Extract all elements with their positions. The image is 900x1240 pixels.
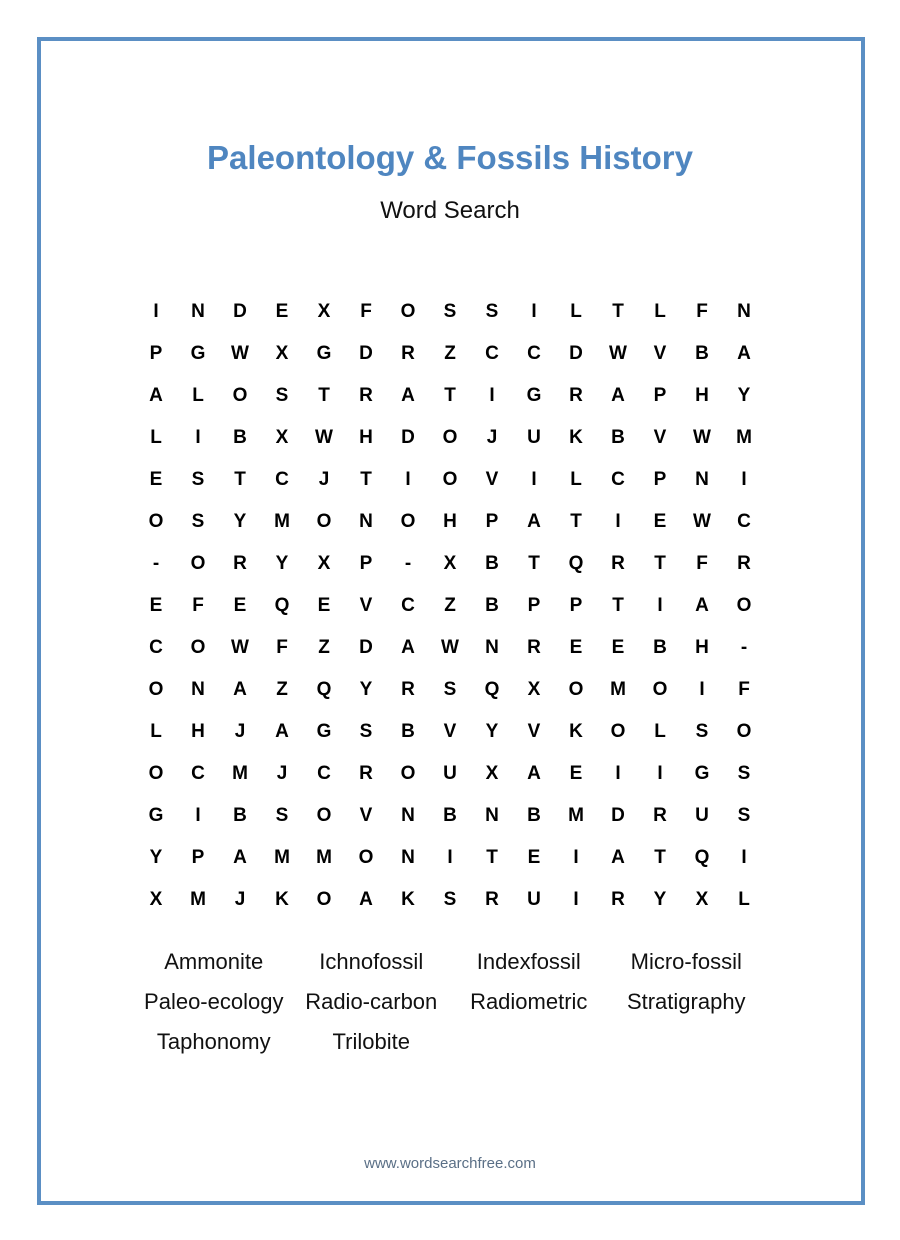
grid-letter: B — [485, 595, 499, 616]
grid-letter: J — [234, 889, 246, 910]
grid-letter: N — [401, 847, 415, 868]
grid-letter: I — [573, 889, 579, 910]
grid-letter: V — [527, 721, 541, 742]
word-list-item: Radiometric — [470, 989, 588, 1014]
grid-letter: O — [148, 679, 164, 700]
grid-letter: L — [654, 721, 666, 742]
grid-letter: Q — [694, 847, 710, 868]
grid-letter: A — [527, 511, 541, 532]
grid-letter: S — [443, 301, 457, 322]
grid-letter: A — [233, 847, 247, 868]
grid-letter: O — [400, 511, 416, 532]
grid-letter: Y — [737, 385, 751, 406]
grid-letter: T — [612, 301, 624, 322]
grid-letter: K — [401, 889, 415, 910]
grid-letter: Q — [568, 553, 584, 574]
grid-letter: O — [442, 469, 458, 490]
grid-letter: X — [275, 427, 289, 448]
grid-letter: T — [654, 553, 666, 574]
grid-letter: W — [315, 427, 333, 448]
grid-letter: F — [738, 679, 750, 700]
grid-letter: I — [531, 301, 537, 322]
grid-letter: P — [485, 511, 499, 532]
grid-letter: I — [447, 847, 453, 868]
grid-letter: D — [233, 301, 247, 322]
grid-letter: Y — [233, 511, 247, 532]
letter-grid — [135, 291, 765, 921]
grid-letter: B — [485, 553, 499, 574]
grid-letter: S — [485, 301, 499, 322]
grid-letter: M — [190, 889, 206, 910]
grid-letter: C — [275, 469, 289, 490]
grid-letter: O — [400, 301, 416, 322]
grid-letter: R — [359, 385, 373, 406]
grid-letter: O — [568, 679, 584, 700]
grid-letter: W — [609, 343, 627, 364]
grid-letter: T — [234, 469, 246, 490]
grid-letter: P — [191, 847, 205, 868]
word-list-item: Ichnofossil — [319, 949, 424, 974]
grid-letter: X — [149, 889, 163, 910]
word-list-item: Stratigraphy — [626, 989, 746, 1014]
grid-letter: E — [611, 637, 625, 658]
grid-letter: T — [528, 553, 540, 574]
grid-letter: O — [442, 427, 458, 448]
grid-letter: S — [191, 469, 205, 490]
grid-letter: G — [190, 343, 206, 364]
grid-letter: C — [527, 343, 541, 364]
grid-letter: C — [191, 763, 205, 784]
grid-letter: O — [190, 637, 206, 658]
grid-letter: I — [615, 511, 621, 532]
grid-letter: U — [443, 763, 457, 784]
grid-letter: X — [317, 301, 331, 322]
word-list-item: Micro-fossil — [630, 949, 742, 974]
grid-letter: R — [611, 553, 625, 574]
grid-letter: R — [737, 553, 751, 574]
grid-letter: A — [695, 595, 709, 616]
grid-letter: Q — [274, 595, 290, 616]
grid-letter: S — [275, 385, 289, 406]
grid-letter: Q — [316, 679, 332, 700]
grid-letter: S — [275, 805, 289, 826]
grid-letter: Y — [359, 679, 373, 700]
grid-letter: A — [611, 385, 625, 406]
grid-letter: C — [317, 763, 331, 784]
grid-letter: X — [275, 343, 289, 364]
grid-letter: K — [275, 889, 289, 910]
grid-letter: H — [191, 721, 205, 742]
grid-letter: R — [401, 343, 415, 364]
grid-letter: A — [737, 343, 751, 364]
grid-letter: U — [527, 889, 541, 910]
grid-letter: M — [232, 763, 248, 784]
grid-letter: A — [401, 385, 415, 406]
grid-letter: - — [152, 553, 160, 574]
grid-letter: C — [737, 511, 751, 532]
grid-letter: A — [149, 385, 163, 406]
word-list-item: Trilobite — [332, 1029, 410, 1054]
grid-letter: H — [695, 637, 709, 658]
grid-letter: N — [485, 805, 499, 826]
grid-letter: C — [149, 637, 163, 658]
grid-letter: P — [653, 385, 667, 406]
grid-letter: P — [569, 595, 583, 616]
grid-letter: B — [695, 343, 709, 364]
grid-letter: O — [190, 553, 206, 574]
grid-letter: F — [360, 301, 372, 322]
grid-letter: G — [148, 805, 164, 826]
grid-letter: S — [737, 805, 751, 826]
grid-letter: Y — [653, 889, 667, 910]
grid-letter: X — [317, 553, 331, 574]
grid-letter: B — [527, 805, 541, 826]
grid-letter: K — [569, 427, 583, 448]
grid-letter: K — [569, 721, 583, 742]
grid-letter: H — [695, 385, 709, 406]
grid-letter: Z — [444, 343, 456, 364]
grid-letter: E — [569, 763, 583, 784]
grid-letter: W — [231, 637, 249, 658]
grid-letter: L — [738, 889, 750, 910]
grid-letter: - — [404, 553, 412, 574]
grid-letter: S — [443, 679, 457, 700]
grid-letter: R — [527, 637, 541, 658]
grid-letter: L — [570, 469, 582, 490]
grid-letter: B — [233, 427, 247, 448]
grid-letter: I — [195, 427, 201, 448]
grid-letter: I — [741, 847, 747, 868]
grid-letter: O — [652, 679, 668, 700]
grid-letter: N — [359, 511, 373, 532]
grid-letter: E — [149, 469, 163, 490]
page-subtitle: Word Search — [380, 197, 520, 224]
grid-letter: W — [231, 343, 249, 364]
grid-letter: H — [359, 427, 373, 448]
grid-letter: P — [653, 469, 667, 490]
grid-letter: Z — [444, 595, 456, 616]
grid-letter: T — [360, 469, 372, 490]
grid-letter: N — [191, 301, 205, 322]
word-list-item: Indexfossil — [476, 949, 581, 974]
grid-letter: G — [526, 385, 542, 406]
grid-letter: R — [401, 679, 415, 700]
grid-letter: N — [191, 679, 205, 700]
grid-letter: M — [274, 847, 290, 868]
grid-letter: M — [610, 679, 626, 700]
grid-letter: D — [569, 343, 583, 364]
grid-letter: Q — [484, 679, 500, 700]
grid-letter: D — [401, 427, 415, 448]
grid-letter: U — [527, 427, 541, 448]
word-list — [135, 942, 765, 1062]
grid-letter: V — [653, 427, 667, 448]
grid-letter: I — [195, 805, 201, 826]
grid-letter: B — [233, 805, 247, 826]
grid-letter: V — [443, 721, 457, 742]
grid-letter: R — [611, 889, 625, 910]
grid-letter: - — [740, 637, 748, 658]
grid-letter: V — [359, 595, 373, 616]
grid-letter: C — [485, 343, 499, 364]
grid-letter: L — [570, 301, 582, 322]
grid-letter: L — [192, 385, 204, 406]
grid-letter: I — [531, 469, 537, 490]
grid-letter: E — [569, 637, 583, 658]
word-list-item: Taphonomy — [156, 1029, 271, 1054]
grid-letter: D — [359, 637, 373, 658]
grid-letter: S — [443, 889, 457, 910]
grid-letter: B — [443, 805, 457, 826]
grid-letter: J — [486, 427, 498, 448]
grid-letter: I — [573, 847, 579, 868]
grid-letter: I — [741, 469, 747, 490]
grid-letter: I — [699, 679, 705, 700]
grid-letter: I — [153, 301, 159, 322]
grid-letter: M — [568, 805, 584, 826]
grid-letter: I — [657, 763, 663, 784]
grid-letter: W — [693, 511, 711, 532]
grid-letter: H — [443, 511, 457, 532]
grid-letter: S — [191, 511, 205, 532]
grid-letter: P — [149, 343, 163, 364]
grid-letter: A — [527, 763, 541, 784]
grid-letter: N — [737, 301, 751, 322]
grid-letter: E — [527, 847, 541, 868]
grid-letter: N — [485, 637, 499, 658]
grid-letter: Z — [318, 637, 330, 658]
grid-letter: M — [316, 847, 332, 868]
grid-letter: M — [736, 427, 752, 448]
grid-letter: O — [400, 763, 416, 784]
grid-letter: A — [359, 889, 373, 910]
grid-letter: Y — [485, 721, 499, 742]
grid-letter: V — [653, 343, 667, 364]
grid-letter: B — [653, 637, 667, 658]
grid-letter: Y — [275, 553, 289, 574]
grid-letter: T — [444, 385, 456, 406]
grid-letter: P — [359, 553, 373, 574]
grid-letter: G — [316, 721, 332, 742]
grid-letter: O — [736, 595, 752, 616]
grid-letter: F — [696, 553, 708, 574]
grid-letter: T — [570, 511, 582, 532]
grid-letter: X — [443, 553, 457, 574]
grid-letter: A — [611, 847, 625, 868]
grid-letter: E — [233, 595, 247, 616]
grid-letter: J — [318, 469, 330, 490]
grid-letter: X — [527, 679, 541, 700]
grid-letter: G — [316, 343, 332, 364]
grid-letter: I — [489, 385, 495, 406]
grid-letter: O — [148, 763, 164, 784]
word-list-item: Paleo-ecology — [144, 989, 284, 1014]
grid-letter: W — [441, 637, 459, 658]
grid-letter: A — [401, 637, 415, 658]
grid-letter: V — [359, 805, 373, 826]
grid-letter: T — [318, 385, 330, 406]
grid-letter: T — [612, 595, 624, 616]
grid-letter: D — [611, 805, 625, 826]
footer-url: www.wordsearchfree.com — [364, 1155, 536, 1172]
grid-letter: F — [276, 637, 288, 658]
grid-letter: O — [316, 805, 332, 826]
grid-letter: W — [693, 427, 711, 448]
grid-letter: F — [696, 301, 708, 322]
grid-letter: V — [485, 469, 499, 490]
grid-letter: M — [274, 511, 290, 532]
grid-letter: O — [316, 511, 332, 532]
grid-letter: I — [615, 763, 621, 784]
grid-letter: A — [233, 679, 247, 700]
grid-letter: O — [736, 721, 752, 742]
grid-letter: N — [695, 469, 709, 490]
grid-letter: G — [694, 763, 710, 784]
grid-letter: R — [233, 553, 247, 574]
grid-letter: F — [192, 595, 204, 616]
grid-letter: J — [234, 721, 246, 742]
grid-letter: R — [359, 763, 373, 784]
word-list-item: Ammonite — [164, 949, 264, 974]
grid-letter: L — [150, 427, 162, 448]
grid-letter: T — [486, 847, 498, 868]
grid-letter: O — [316, 889, 332, 910]
grid-letter: P — [527, 595, 541, 616]
grid-letter: S — [695, 721, 709, 742]
grid-letter: L — [654, 301, 666, 322]
grid-letter: B — [611, 427, 625, 448]
grid-letter: E — [149, 595, 163, 616]
grid-letter: O — [148, 511, 164, 532]
grid-letter: I — [657, 595, 663, 616]
grid-letter: N — [401, 805, 415, 826]
grid-letter: U — [695, 805, 709, 826]
grid-letter: X — [485, 763, 499, 784]
grid-letter: E — [275, 301, 289, 322]
grid-letter: R — [653, 805, 667, 826]
grid-letter: L — [150, 721, 162, 742]
grid-letter: E — [317, 595, 331, 616]
grid-letter: S — [737, 763, 751, 784]
grid-letter: C — [611, 469, 625, 490]
grid-letter: D — [359, 343, 373, 364]
grid-letter: I — [405, 469, 411, 490]
grid-letter: R — [569, 385, 583, 406]
grid-letter: J — [276, 763, 288, 784]
grid-letter: O — [358, 847, 374, 868]
page-title: Paleontology & Fossils History — [207, 139, 693, 176]
grid-letter: R — [485, 889, 499, 910]
grid-letter: Y — [149, 847, 163, 868]
grid-letter: E — [653, 511, 667, 532]
grid-letter: C — [401, 595, 415, 616]
grid-letter: X — [695, 889, 709, 910]
grid-letter: O — [232, 385, 248, 406]
grid-letter: A — [275, 721, 289, 742]
grid-letter: O — [610, 721, 626, 742]
grid-letter: B — [401, 721, 415, 742]
word-list-item: Radio-carbon — [305, 989, 438, 1014]
grid-letter: T — [654, 847, 666, 868]
grid-letter: S — [359, 721, 373, 742]
grid-letter: Z — [276, 679, 288, 700]
